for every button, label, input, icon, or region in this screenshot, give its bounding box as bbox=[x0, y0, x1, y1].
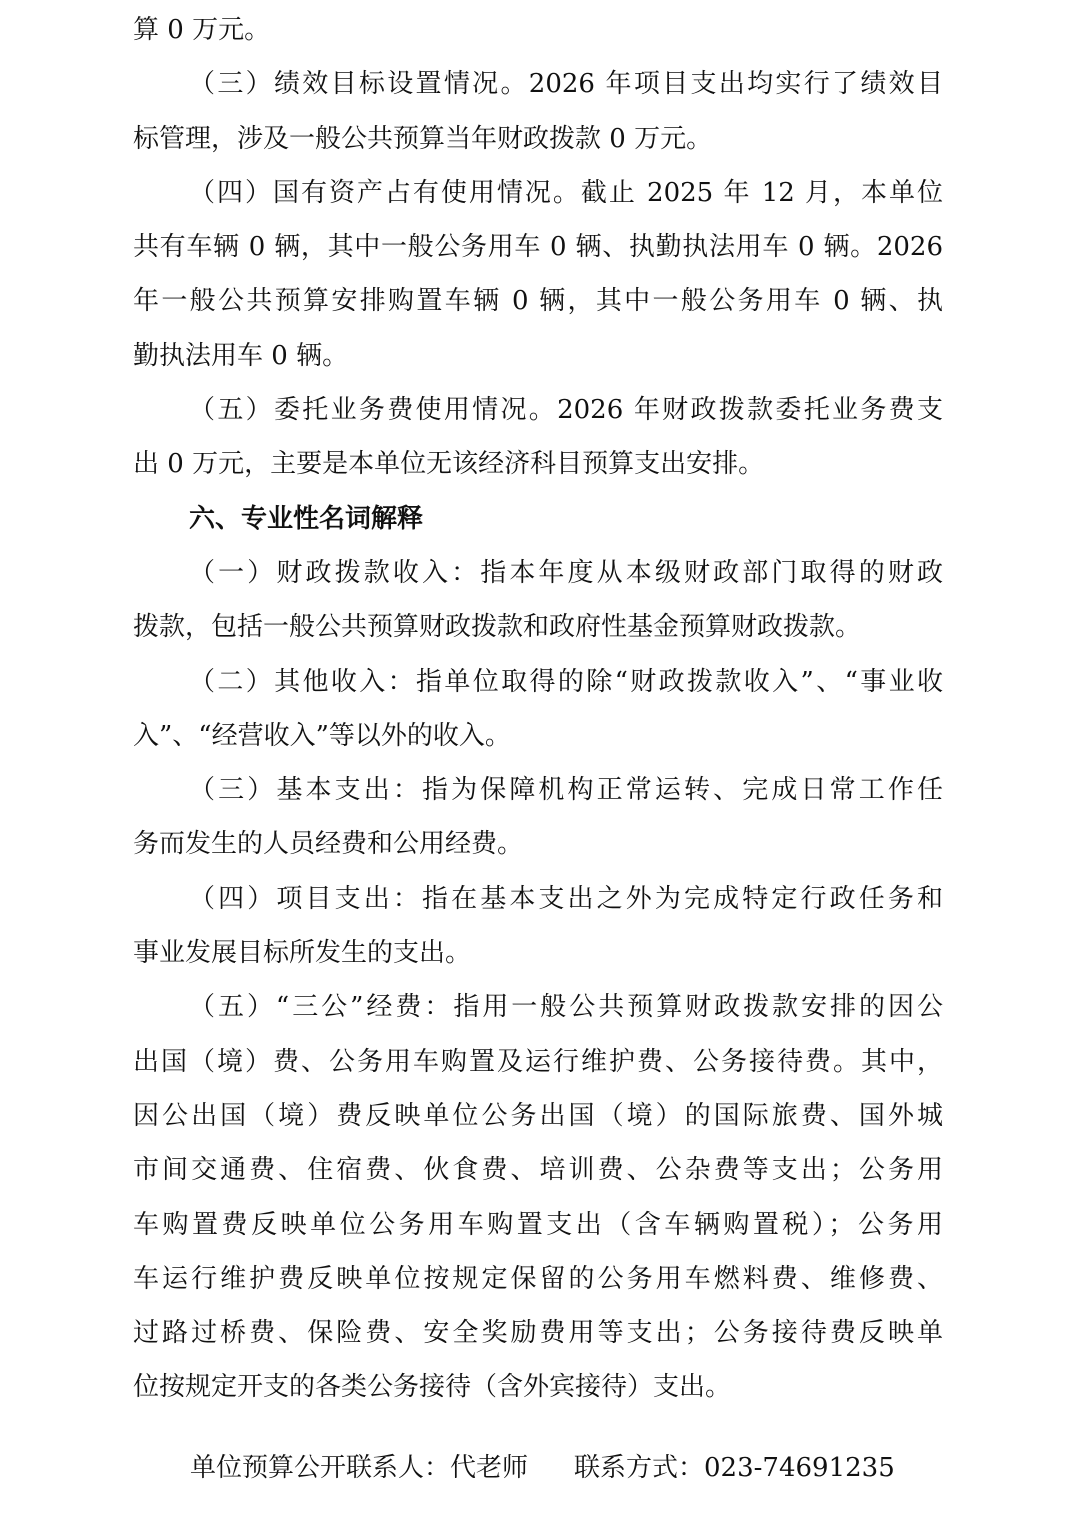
section-heading bbox=[133, 492, 943, 546]
text-line: 务而发生的人员经费和公用经费。 bbox=[133, 829, 524, 860]
text-line: （二）其他收入：指单位取得的除“财政拨款收入”、“事业收 bbox=[189, 666, 943, 697]
paragraph bbox=[133, 3, 943, 57]
text-line: 拨款，包括一般公共预算财政拨款和政府性基金预算财政拨款。 bbox=[133, 612, 862, 643]
text-line: （一）财政拨款收入：指本年度从本级财政部门取得的财政 bbox=[189, 557, 943, 588]
paragraph bbox=[133, 383, 943, 492]
contact-phone: 联系方式：023-74691235 bbox=[574, 1453, 895, 1483]
text-line: （三）基本支出：指为保障机构正常运转、完成日常工作任 bbox=[189, 775, 943, 806]
text-line: 共有车辆 0 辆，其中一般公务用车 0 辆、执勤执法用车 0 辆。2026 bbox=[133, 232, 943, 263]
text-line: 车运行维护费反映单位按规定保留的公务用车燃料费、维修费、 bbox=[133, 1263, 943, 1294]
text-line: 年一般公共预算安排购置车辆 0 辆，其中一般公务用车 0 辆、执 bbox=[133, 286, 943, 317]
text-line: 标管理，涉及一般公共预算当年财政拨款 0 万元。 bbox=[133, 123, 713, 154]
text-line: 位按规定开支的各类公务接待（含外宾接待）支出。 bbox=[133, 1372, 732, 1403]
contact-person: 单位预算公开联系人：代老师 bbox=[190, 1453, 529, 1483]
text-line: 出国（境）费、公务用车购置及运行维护费、公务接待费。其中， bbox=[133, 1046, 943, 1077]
text-line: （四）项目支出：指在基本支出之外为完成特定行政任务和 bbox=[189, 883, 943, 914]
contact-line bbox=[190, 1441, 895, 1495]
text-line: （三）绩效目标设置情况。2026 年项目支出均实行了绩效目 bbox=[189, 69, 943, 100]
text-line: 入”、“经营收入”等以外的收入。 bbox=[133, 720, 511, 751]
document-body bbox=[133, 3, 943, 1415]
text-line: 算 0 万元。 bbox=[133, 15, 271, 45]
text-line: 事业发展目标所发生的支出。 bbox=[133, 938, 472, 969]
text-line: （五）委托业务费使用情况。2026 年财政拨款委托业务费支 bbox=[189, 395, 943, 426]
text-line: 出 0 万元，主要是本单位无该经济科目预算支出安排。 bbox=[133, 449, 765, 480]
text-line: 车购置费反映单位公务用车购置支出（含车辆购置税）；公务用 bbox=[133, 1209, 943, 1240]
text-line: （四）国有资产占有使用情况。截止 2025 年 12 月，本单位 bbox=[189, 177, 943, 208]
text-line: 勤执法用车 0 辆。 bbox=[133, 340, 349, 371]
text-line: 过路过桥费、保险费、安全奖励费用等支出；公务接待费反映单 bbox=[133, 1318, 943, 1349]
text-line: 市间交通费、住宿费、伙食费、培训费、公杂费等支出；公务用 bbox=[133, 1155, 943, 1186]
paragraph bbox=[133, 872, 943, 981]
paragraph bbox=[133, 655, 943, 764]
text-line: 六、专业性名词解释 bbox=[189, 503, 424, 534]
paragraph bbox=[133, 980, 943, 1414]
paragraph bbox=[133, 763, 943, 872]
text-line: （五）“三公”经费：指用一般公共预算财政拨款安排的因公 bbox=[189, 992, 943, 1023]
paragraph bbox=[133, 57, 943, 166]
text-line: 因公出国（境）费反映单位公务出国（境）的国际旅费、国外城 bbox=[133, 1100, 943, 1131]
paragraph bbox=[133, 546, 943, 655]
paragraph bbox=[133, 166, 943, 383]
